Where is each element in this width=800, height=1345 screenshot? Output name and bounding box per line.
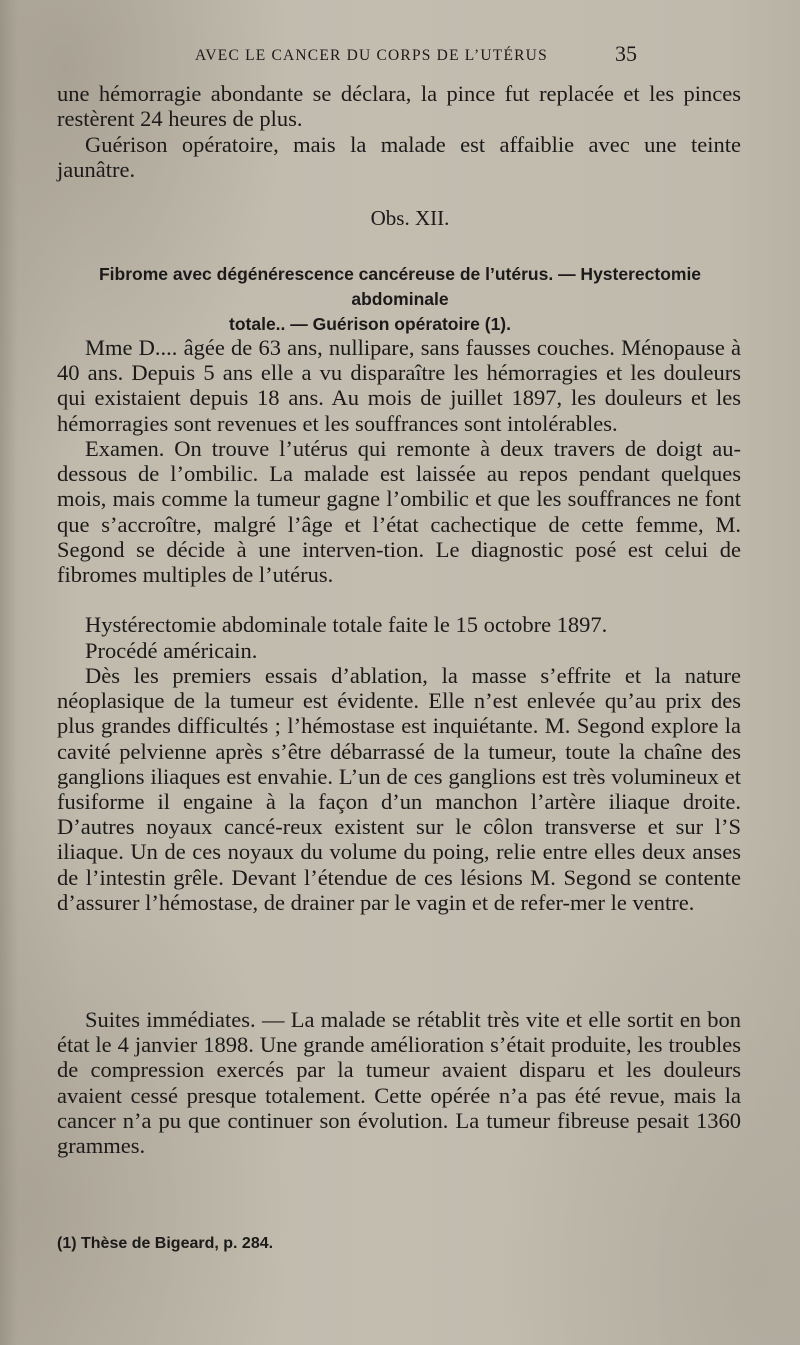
page-edge-shadow bbox=[0, 0, 18, 1345]
paragraph-procedure: Procédé américain. bbox=[85, 638, 258, 663]
paragraph-examination: Examen. On trouve l’utérus qui remonte à deux travers de doigt au-dessous de l’ombilic. La malade est laissée au repos pendant quelques mois, mais comme la tumeur gagne l’ombilic et que les souffrances ne font que s’accroître, malgré l’âge et l’état cachectique de cette femme, M. Segond se décide à une interven-tion. Le diagnostic posé est celui de fibromes multiples de l’utérus. bbox=[57, 436, 741, 588]
case-title-line-1: Fibrome avec dégénérescence cancéreuse de l’utérus. — Hysterectomie abdominale bbox=[98, 264, 702, 309]
case-title-line-2: totale.. — Guérison opératoire (1). bbox=[229, 314, 511, 334]
running-header bbox=[0, 37, 800, 77]
paragraph-history: Mme D.... âgée de 63 ans, nullipare, sans fausses couches. Ménopause à 40 ans. Depuis 5 ans elle a vu disparaître les hémorragies et les douleurs qui existaient depuis 18 ans. Au mois de juillet 1897, les douleurs et les hémorragies sont revenues et les souffrances sont intolérables. bbox=[57, 335, 741, 436]
footnote: (1) Thèse de Bigeard, p. 284. bbox=[57, 1235, 274, 1252]
paragraph-followup: Suites immédiates. — La malade se rétablit très vite et elle sortit en bon état le 4 janvier 1898. Une grande amélioration s’était produite, les troubles de compression exercés par la tumeur avaient disparu et les douleurs avaient cessé presque totalement. Cette opérée n’a pas été revue, mais la cancer n’a pu que continuer son évolution. La tumeur fibreuse pesait 1360 grammes. bbox=[57, 1007, 741, 1159]
paragraph-intro: une hémorragie abondante se déclara, la pince fut replacée et les pinces restèrent 24 heures de plus. bbox=[57, 81, 741, 132]
paragraph-outcome: Guérison opératoire, mais la malade est affaiblie avec une teinte jaunâtre. bbox=[57, 132, 741, 183]
case-title bbox=[60, 262, 740, 337]
observation-heading: Obs. XII. bbox=[370, 206, 450, 230]
paragraph-operation: Dès les premiers essais d’ablation, la masse s’effrite et la nature néoplasique de la tumeur est évidente. Elle n’est enlevée qu’au prix des plus grandes difficultés ; l’hémostase est inquiétante. M. Segond explore la cavité pelvienne après s’être débarrassé de la tumeur, toute la chaîne des ganglions iliaques est envahie. L’un de ces ganglions est très volumineux et fusiforme il engaine à la façon d’un manchon l’artère iliaque droite. D’autres noyaux cancé-reux existent sur le côlon transverse et sur l’S iliaque. Un de ces noyaux du volume du poing, relie entre elles deux anses de l’intestin grêle. Devant l’étendue de ces lésions M. Segond se contente d’assurer l’hémostase, de drainer par le vagin et de refer-mer le ventre. bbox=[57, 663, 741, 915]
page-number: 35 bbox=[615, 41, 637, 66]
paragraph-hysterectomy: Hystérectomie abdominale totale faite le 15 octobre 1897. bbox=[85, 612, 608, 637]
running-title: AVEC LE CANCER DU CORPS DE L’UTÉRUS bbox=[195, 47, 548, 64]
